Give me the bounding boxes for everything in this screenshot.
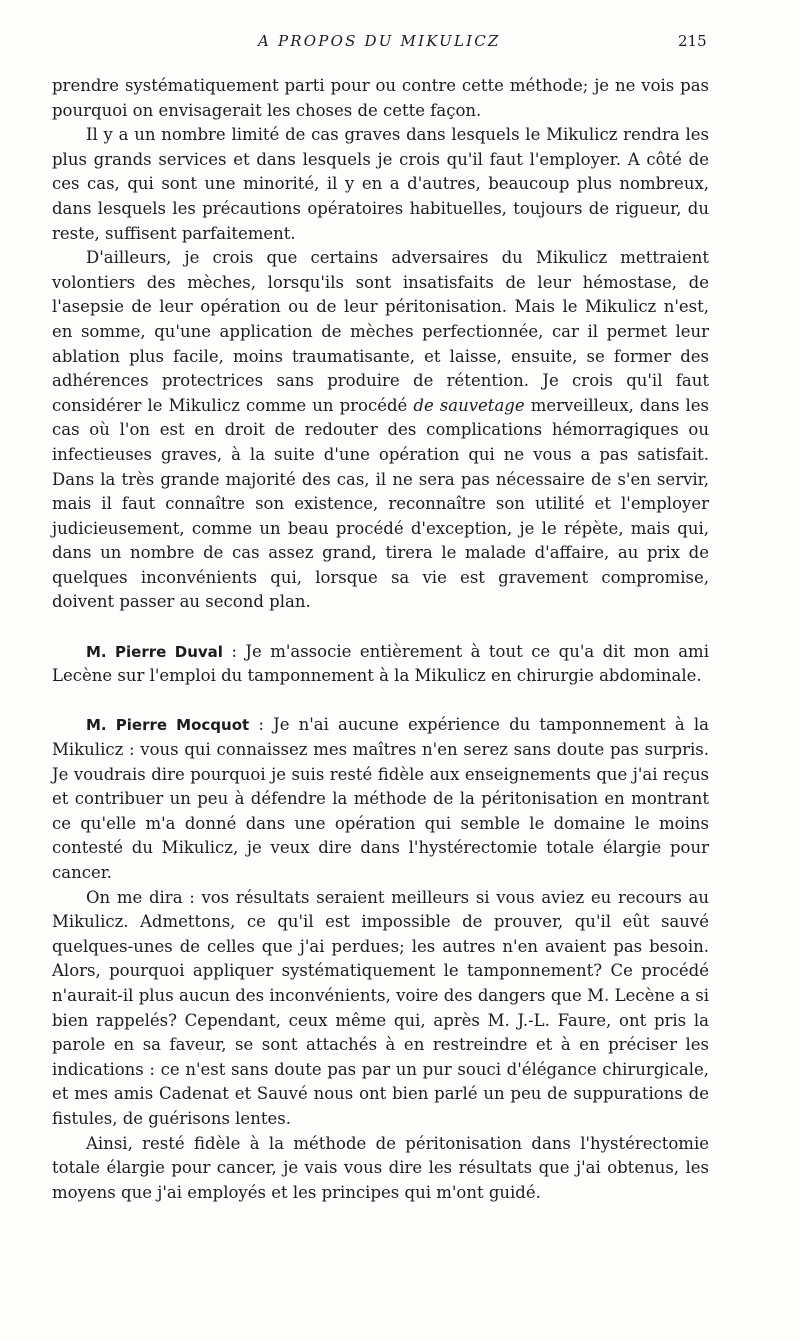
- paragraph-continuation: prendre systématiquement parti pour ou contre cette méthode; je ne vois pas pourquoi on envisagerait les choses de cette façon.: [52, 76, 709, 120]
- body-text: [52, 74, 709, 1205]
- running-head: [0, 32, 800, 54]
- paragraph-adversaries-part1: D'ailleurs, je crois que certains adversaires du Mikulicz mettraient volontiers des mèches, lorsqu'ils sont insatisfaits de leur hémostase, de l'asepsie de leur opération ou de leur péritonisation. Mais le Mikulicz n'est, en somme, qu'une application de mèches perfectionnée, car il permet leur ablation plus facile, moins traumatisante, et laisse, ensuite, se former des adhérences protectrices sans produire de rétention. Je crois qu'il faut considérer le Mikulicz comme un procédé: [52, 248, 709, 415]
- speech-text: : Je n'ai aucune expérience du tamponnement à la Mikulicz : vous qui connaissez mes maîtres n'en serez sans doute pas surpris. Je voudrais dire pourquoi je suis resté fidèle aux enseignements que j'ai reçus et contribuer un peu à défendre la méthode de la péritonisation en montrant ce qu'elle m'a donné dans une opération qui semble le domaine le moins contesté du Mikulicz, je veux dire dans l'hystérectomie totale élargie pour cancer.: [52, 715, 709, 882]
- page-number: 215: [678, 32, 707, 50]
- running-title: A PROPOS DU MIKULICZ: [258, 32, 501, 50]
- speech-mocquot: [52, 713, 709, 885]
- speech-duval: [52, 640, 709, 689]
- emphasis-sauvetage: de sauvetage: [413, 395, 525, 415]
- paragraph-limited-cases: Il y a un nombre limité de cas graves dans lesquels le Mikulicz rendra les plus grands services et dans lesquels je crois qu'il faut l'employer. A côté de ces cas, qui sont une minorité, il y en a d'autres, beaucoup plus nombreux, dans lesquels les précautions opératoires habituelles, toujours de rigueur, du reste, suffisent parfaitement.: [52, 125, 709, 243]
- paragraph-conclusion: Ainsi, resté fidèle à la méthode de péritonisation dans l'hystérectomie totale élargie pour cancer, je vais vous dire les résultats que j'ai obtenus, les moyens que j'ai employés et les principes qui m'ont guidé.: [52, 1133, 709, 1202]
- paragraph-adversaries-part2: merveilleux, dans les cas où l'on est en droit de redouter des complications hémorragiques ou infectieuses graves, à la suite d'une opération qui ne vous a pas satisfait. Dans la très grande majorité des cas, il ne sera pas nécessaire de s'en servir, mais il faut connaître son existence, reconnaître son utilité et l'employer judicieusement, comme un beau procédé d'exception, je le répète, mais qui, dans un nombre de cas assez grand, tirera le malade d'affaire, au prix de quelques inconvénients qui, lorsque sa vie est gravement compromise, doivent passer au second plan.: [52, 395, 709, 612]
- paragraph-adversaries: [52, 246, 709, 615]
- speaker-name: M. Pierre Mocquot: [86, 716, 250, 735]
- speaker-name: M. Pierre Duval: [86, 642, 223, 661]
- paragraph-results: On me dira : vos résultats seraient meilleurs si vous aviez eu recours au Mikulicz. Admettons, ce qu'il est impossible de prouver, qu'il eût sauvé quelques-unes de celles que j'ai perdues; les autres n'en avaient pas besoin. Alors, pourquoi appliquer systématiquement le tamponnement? Ce procédé n'aurait-il plus aucun des inconvénients, voire des dangers que M. Lecène a si bien rappelés? Cependant, ceux même qui, après M. J.-L. Faure, ont pris la parole en sa faveur, se sont attachés à en restreindre et à en préciser les indications : ce n'est sans doute pas par un pur souci d'élégance chirurgicale, et mes amis Cadenat et Sauvé nous ont bien parlé un peu de suppurations de fistules, de guérisons lentes.: [52, 887, 709, 1128]
- speech-text: : Je m'associe entièrement à tout ce qu'a dit mon ami Lecène sur l'emploi du tamponnement à la Mikulicz en chirurgie abdominale.: [52, 641, 709, 686]
